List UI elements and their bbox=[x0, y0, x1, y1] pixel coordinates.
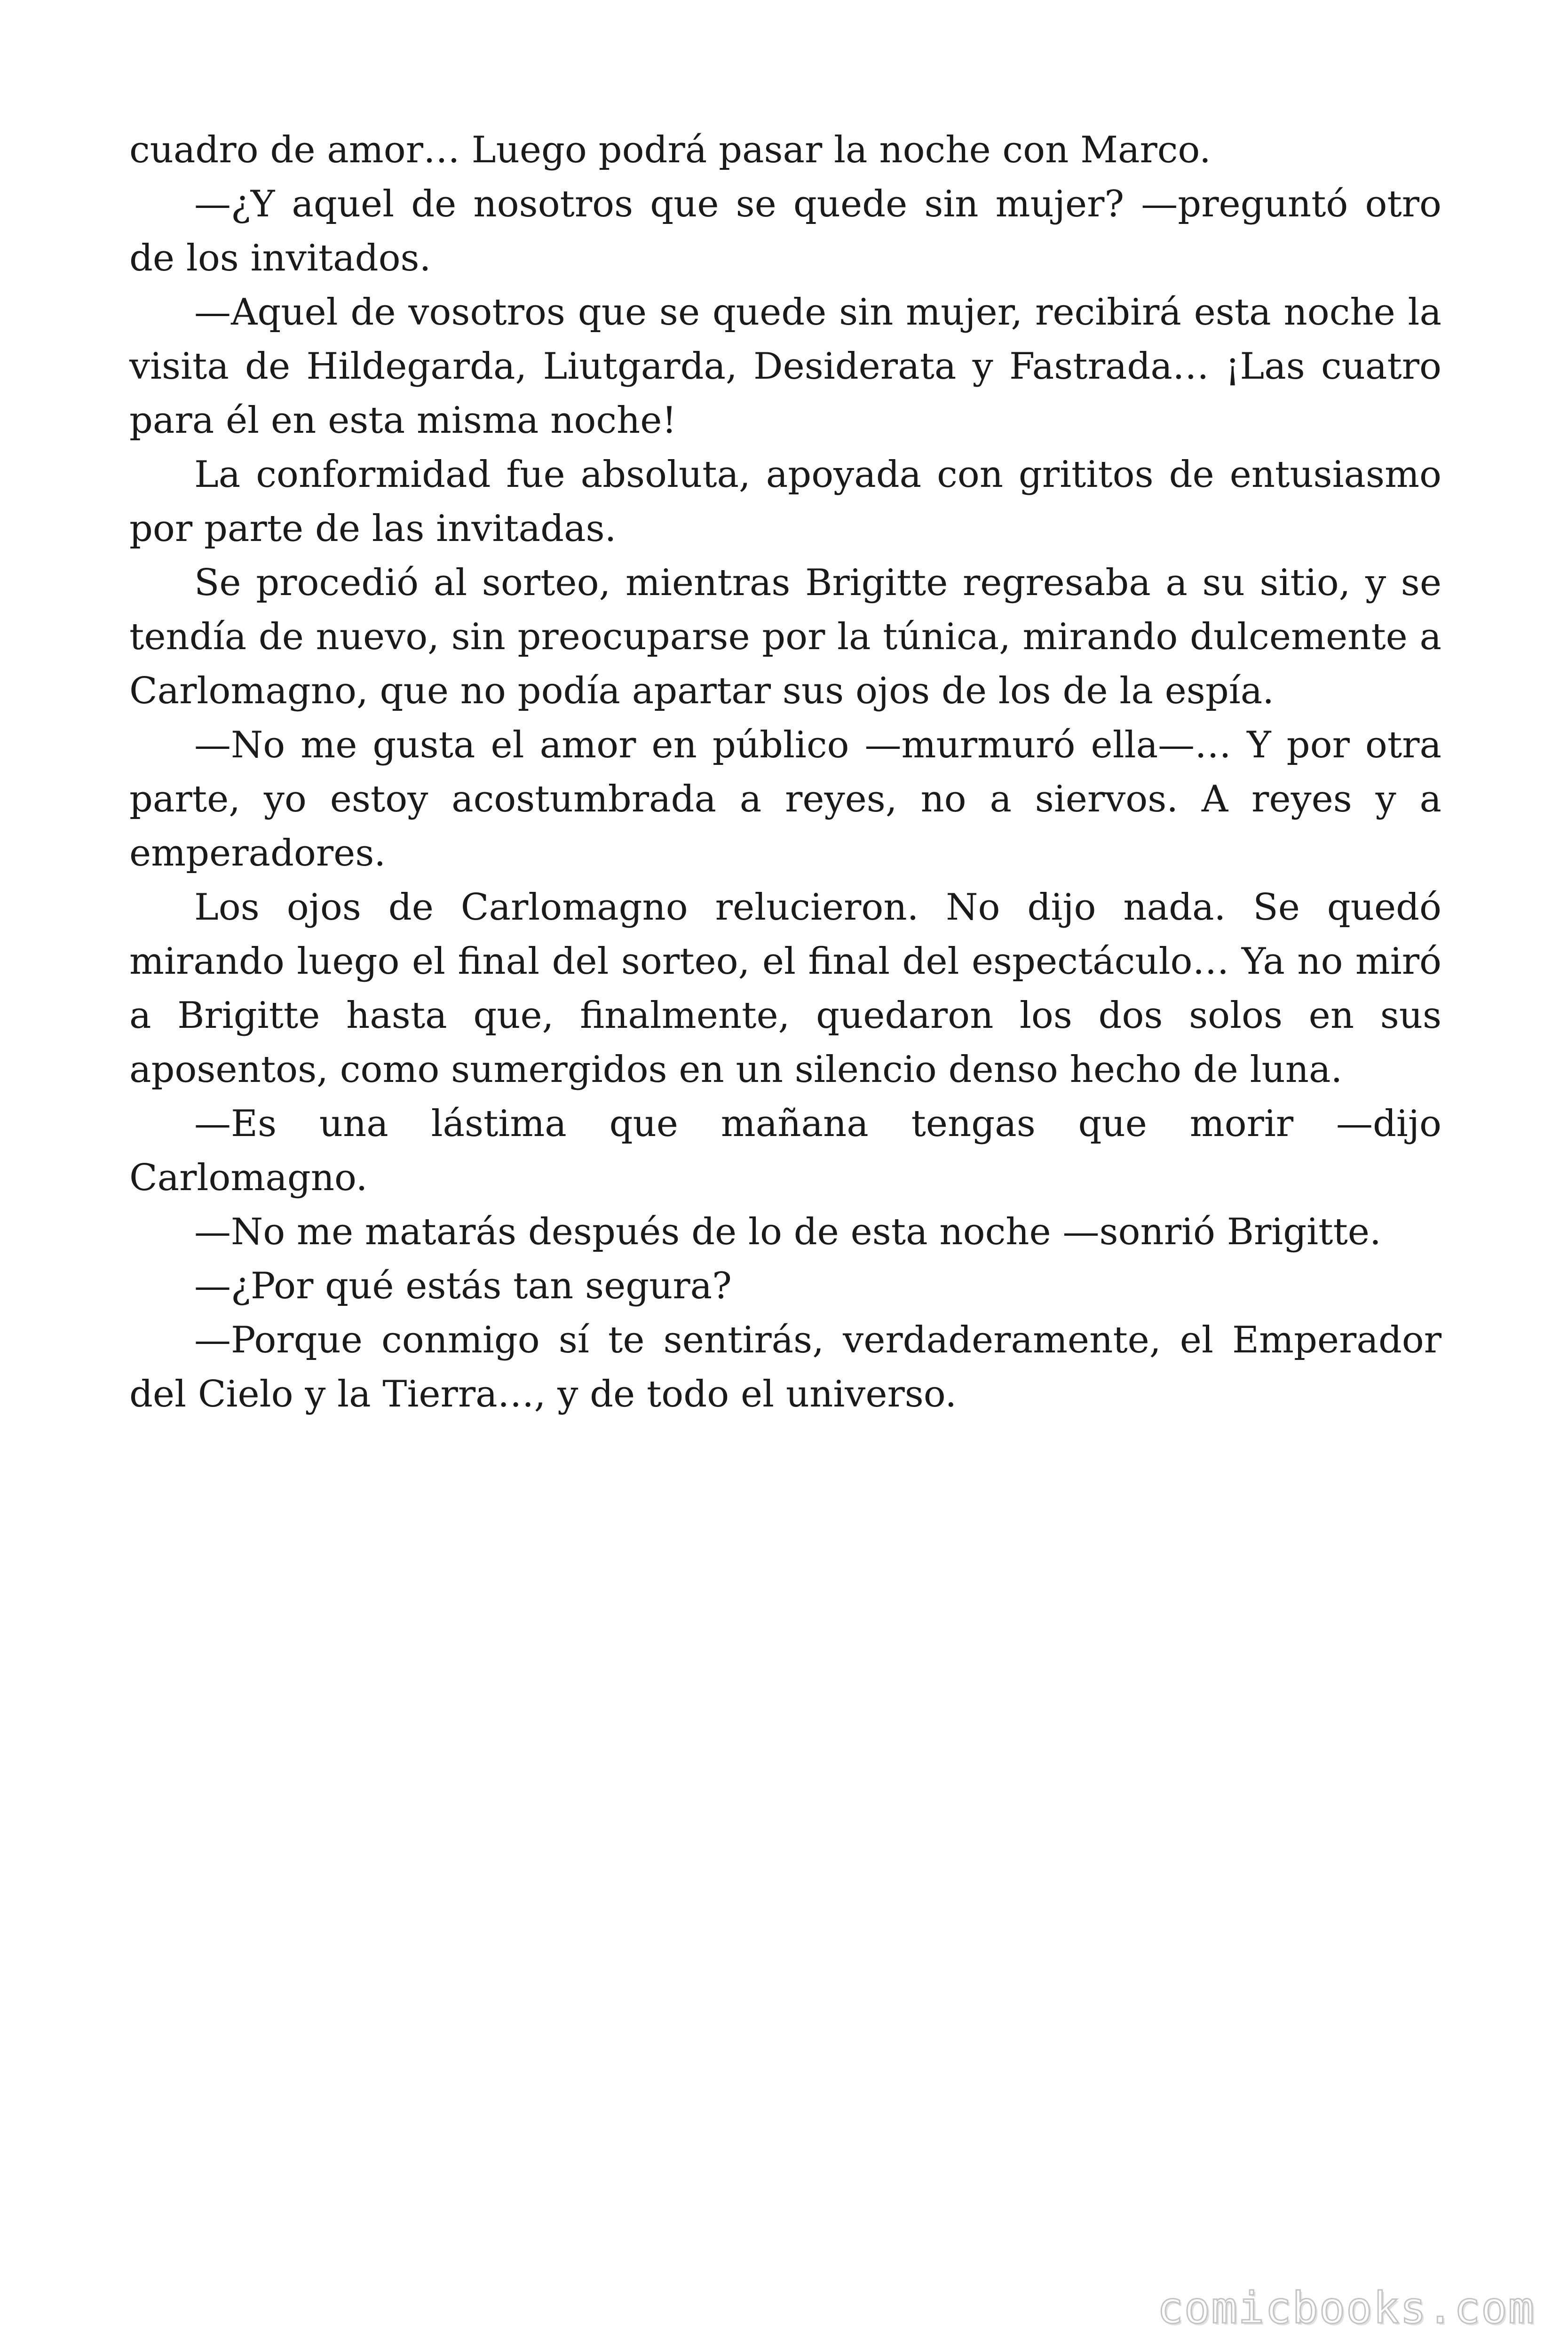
paragraph: —No me matarás después de lo de esta noche —sonrió Brigitte. bbox=[194, 1211, 1381, 1253]
paragraph: La conformidad fue absoluta, apoyada con grititos de entusiasmo por parte de las invitadas. bbox=[129, 453, 1441, 550]
paragraph: —Aquel de vosotros que se quede sin mujer, recibirá esta noche la visita de Hildegarda, Liutgarda, Desiderata y Fastrada… ¡Las cuatro para él en esta misma noche! bbox=[129, 291, 1441, 442]
paragraph-continuation: cuadro de amor… Luego podrá pasar la noche con Marco. bbox=[129, 129, 1211, 171]
watermark: comicbooks.com bbox=[1157, 2283, 1535, 2333]
page-text bbox=[129, 123, 1441, 1422]
paragraph: —No me gusta el amor en público —murmuró ella—… Y por otra parte, yo estoy acostumbrada a reyes, no a siervos. A reyes y a emperadores. bbox=[129, 724, 1441, 874]
paragraph: Se procedió al sorteo, mientras Brigitte regresaba a su sitio, y se tendía de nuevo, sin preocuparse por la túnica, mirando dulcemente a Carlomagno, que no podía apartar sus ojos de los de la espía. bbox=[129, 562, 1441, 712]
paragraph: —¿Y aquel de nosotros que se quede sin mujer? —preguntó otro de los invitados. bbox=[129, 183, 1441, 279]
paragraph: Los ojos de Carlomagno relucieron. No dijo nada. Se quedó mirando luego el final del sorteo, el final del espectáculo… Ya no miró a Brigitte hasta que, finalmente, quedaron los dos solos en sus aposentos, como sumergidos en un silencio denso hecho de luna. bbox=[129, 886, 1441, 1091]
paragraph: —Es una lástima que mañana tengas que morir —dijo Carlomagno. bbox=[129, 1103, 1441, 1199]
paragraph: —Porque conmigo sí te sentirás, verdaderamente, el Emperador del Cielo y la Tierra…, y de todo el universo. bbox=[129, 1319, 1441, 1415]
paragraph: —¿Por qué estás tan segura? bbox=[194, 1265, 732, 1307]
